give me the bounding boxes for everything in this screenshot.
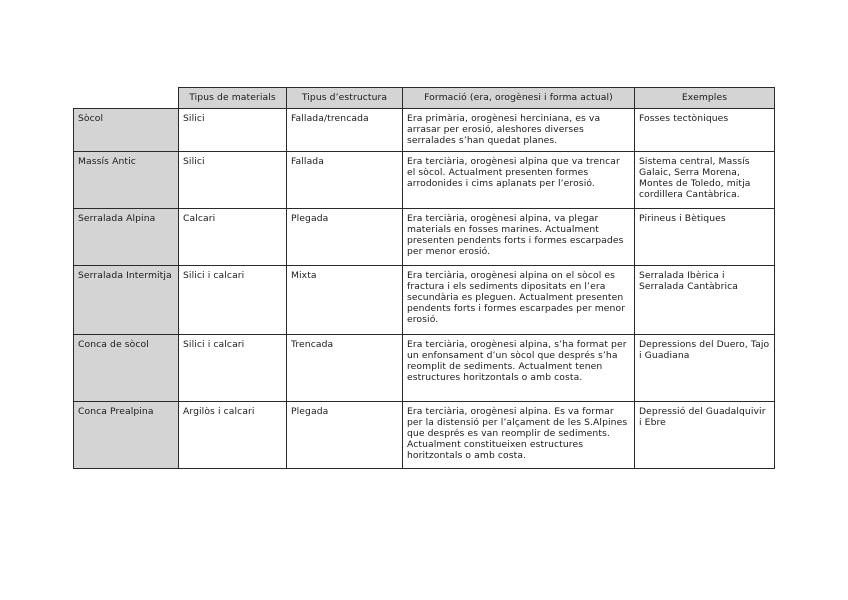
examples-cell: Depressions del Duero, Tajo i Guadiana: [635, 335, 775, 402]
structure-cell: Fallada/trencada: [287, 109, 403, 152]
header-formation: Formació (era, orogènesi i forma actual): [403, 88, 635, 109]
materials-cell: Silici i calcari: [179, 266, 287, 335]
formation-cell: Era terciària, orogènesi alpina on el sòcol es fractura i els sediments dipositats en l’era secundària es pleguen. Actualment presenten pendents forts i formes escarpades per menor erosió.: [403, 266, 635, 335]
row-label: Serralada Alpina: [74, 209, 179, 266]
table-row: [74, 402, 775, 469]
row-label: Massís Antic: [74, 152, 179, 209]
table-row: [74, 209, 775, 266]
materials-cell: Silici: [179, 152, 287, 209]
examples-cell: Sistema central, Massís Galaic, Serra Morena, Montes de Toledo, mitja cordillera Cantàbrica.: [635, 152, 775, 209]
table-header: [74, 88, 775, 109]
formation-cell: Era primària, orogènesi herciniana, es va arrasar per erosió, aleshores diverses serralades s’han quedat planes.: [403, 109, 635, 152]
structure-cell: Trencada: [287, 335, 403, 402]
examples-cell: Depressió del Guadalquivir i Ebre: [635, 402, 775, 469]
row-label: Sòcol: [74, 109, 179, 152]
materials-cell: Argilòs i calcari: [179, 402, 287, 469]
formation-cell: Era terciària, orogènesi alpina que va trencar el sòcol. Actualment presenten formes arrodonides i cims aplanats per l’erosió.: [403, 152, 635, 209]
table-row: [74, 335, 775, 402]
row-label: Conca Prealpina: [74, 402, 179, 469]
header-row: [74, 88, 775, 109]
header-structure: Tipus d’estructura: [287, 88, 403, 109]
materials-cell: Silici: [179, 109, 287, 152]
table-row: [74, 109, 775, 152]
examples-cell: Serralada Ibèrica i Serralada Cantàbrica: [635, 266, 775, 335]
structure-cell: Plegada: [287, 402, 403, 469]
table-row: [74, 266, 775, 335]
table-body: [74, 109, 775, 469]
formation-cell: Era terciària, orogènesi alpina. Es va formar per la distensió per l’alçament de les S.Alpines que després es van reomplir de sediments. Actualment constitueixen estructures horitzontals o amb costa.: [403, 402, 635, 469]
examples-cell: Fosses tectòniques: [635, 109, 775, 152]
structure-cell: Mixta: [287, 266, 403, 335]
relief-units-table: [73, 87, 775, 469]
materials-cell: Calcari: [179, 209, 287, 266]
header-examples: Exemples: [635, 88, 775, 109]
formation-cell: Era terciària, orogènesi alpina, s’ha format per un enfonsament d’un sòcol que després s’ha reomplit de sediments. Actualment tenen estructures horitzontals o amb costa.: [403, 335, 635, 402]
examples-cell: Pirineus i Bètiques: [635, 209, 775, 266]
row-label: Serralada Intermitja: [74, 266, 179, 335]
header-materials: Tipus de materials: [179, 88, 287, 109]
materials-cell: Silici i calcari: [179, 335, 287, 402]
formation-cell: Era terciària, orogènesi alpina, va plegar materials en fosses marines. Actualment presenten pendents forts i formes escarpades per menor erosió.: [403, 209, 635, 266]
header-corner-cell: [74, 88, 179, 109]
structure-cell: Plegada: [287, 209, 403, 266]
structure-cell: Fallada: [287, 152, 403, 209]
table-row: [74, 152, 775, 209]
row-label: Conca de sòcol: [74, 335, 179, 402]
